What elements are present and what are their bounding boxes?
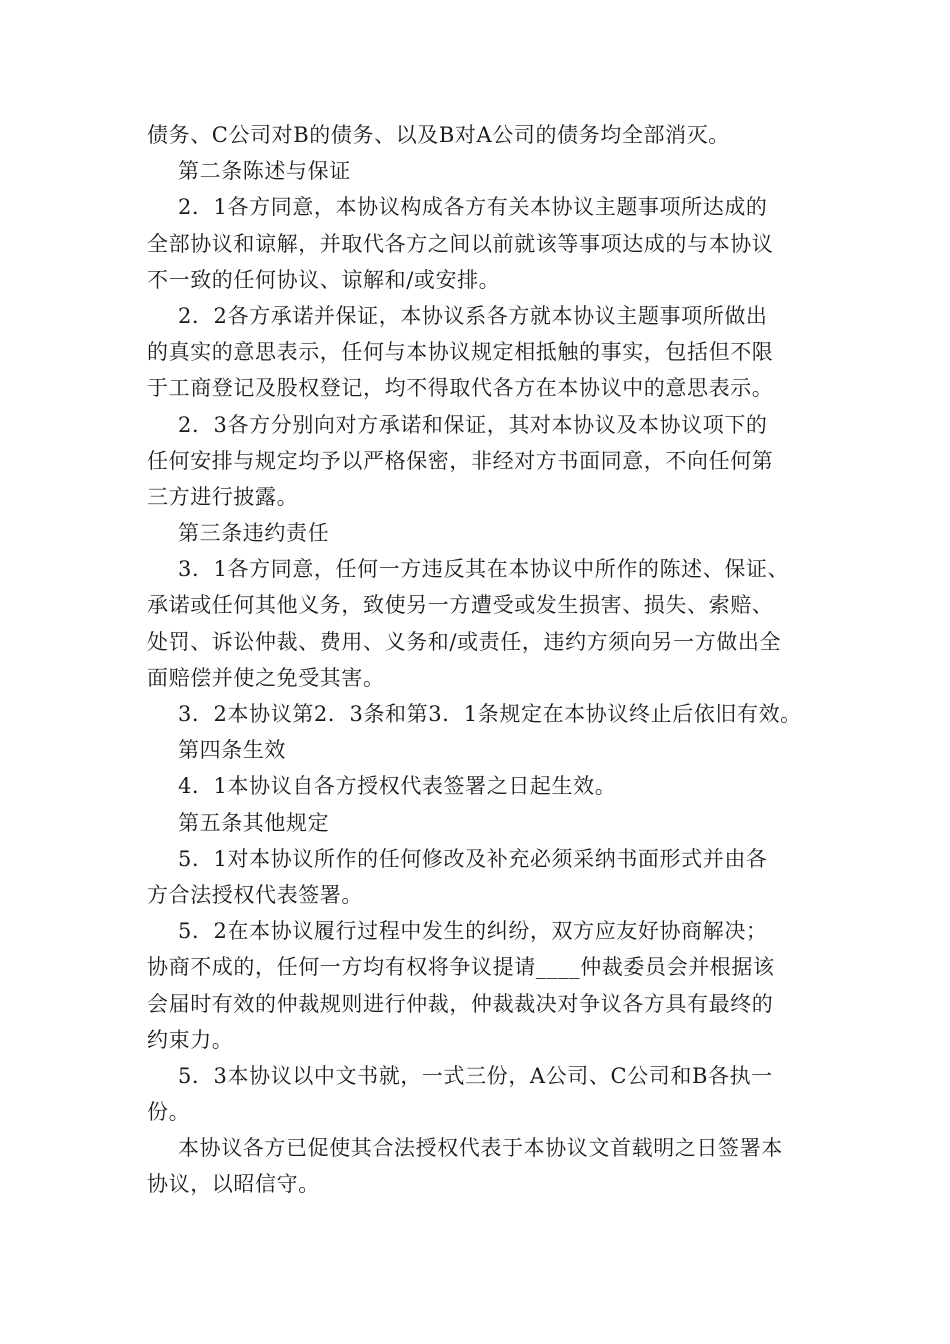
article-heading: 第五条其他规定 [178,810,330,835]
document-body [147,117,827,1203]
text-line: 3．1各方同意，任何一方违反其在本协议中所作的陈述、保证、 [178,557,790,582]
text-line: 的真实的意思表示，任何与本协议规定相抵触的事实，包括但不限 [147,340,774,365]
text-line: 不一致的任何协议、谅解和/或安排。 [147,267,501,292]
text-line: 承诺或任何其他义务，致使另一方遭受或发生损害、损失、索赔、 [147,593,774,618]
text-line: 协商不成的，任何一方均有权将争议提请____仲裁委员会并根据该 [147,955,775,980]
text-line: 面赔偿并使之免受其害。 [147,665,385,690]
text-line: 5．3本协议以中文书就，一式三份，A公司、C公司和B各执一 [178,1063,773,1088]
text-line: 全部协议和谅解，并取代各方之间以前就该等事项达成的与本协议 [147,231,774,256]
text-line: 4．1本协议自各方授权代表签署之日起生效。 [178,774,617,799]
article-heading: 第二条陈述与保证 [178,159,351,184]
text-line: 5．2在本协议履行过程中发生的纠纷，双方应友好协商解决； [178,919,768,944]
text-line: 3．2本协议第2．3条和第3．1条规定在本协议终止后依旧有效。 [178,702,802,726]
text-line: 2．2各方承诺并保证，本协议系各方就本协议主题事项所做出 [178,303,768,328]
text-line: 约束力。 [147,1027,234,1052]
text-line: 方合法授权代表签署。 [147,882,363,907]
text-line: 任何安排与规定均予以严格保密，非经对方书面同意，不向任何第 [147,448,774,473]
text-line: 会届时有效的仲裁规则进行仲裁，仲裁裁决对争议各方具有最终的 [147,991,774,1016]
text-line: 于工商登记及股权登记，均不得取代各方在本协议中的意思表示。 [147,376,774,401]
text-line: 三方进行披露。 [147,484,299,509]
text-line: 2．1各方同意，本协议构成各方有关本协议主题事项所达成的 [178,195,768,220]
article-heading: 第四条生效 [178,738,286,763]
text-line: 债务、C公司对B的债务、以及B对A公司的债务均全部消灭。 [147,123,730,147]
text-line: 份。 [147,1100,191,1125]
article-heading: 第三条违约责任 [178,521,330,546]
text-line: 5．1对本协议所作的任何修改及补充必须采纳书面形式并由各 [178,846,768,871]
text-line: 2．3各方分别向对方承诺和保证，其对本协议及本协议项下的 [178,412,768,437]
closing-statement: 本协议各方已促使其合法授权代表于本协议文首载明之日签署本 [178,1136,783,1161]
text-line: 处罚、诉讼仲裁、费用、义务和/或责任，违约方须向另一方做出全 [147,629,782,654]
closing-statement: 协议，以昭信守。 [147,1172,320,1197]
